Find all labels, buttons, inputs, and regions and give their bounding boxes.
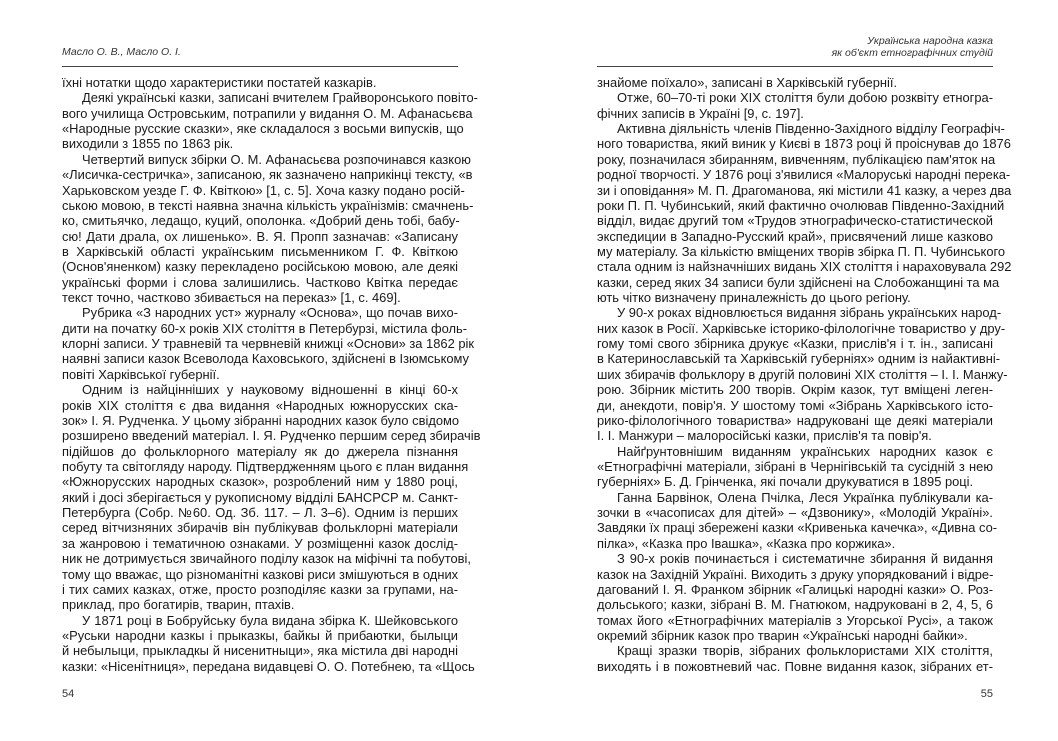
right-page: [597, 0, 1012, 741]
text-line: текст точно, частково збивається на переказ» [1, с. 469].: [62, 290, 401, 306]
text-line: тому що вважає, що різноманітні казкові риси змішуються в одних: [62, 566, 459, 582]
text-line: відділ, видає другий том «Трудов этнографическо-статистической: [597, 213, 993, 229]
text-line: них казок в Росії. Харківське історико-філологічне товариство у дру-: [597, 320, 1006, 336]
text-line: ською мовою, в тексті наявна значна кількість українізмів: смачнень-: [62, 197, 474, 213]
paragraph: [62, 151, 474, 306]
text-line: казки, серед яких 34 записи були здійснені на Слобожанщині та ма: [597, 274, 1000, 290]
text-line: який і досі зберігається у рукописному відділі БАНСРСР м. Санкт-: [62, 489, 458, 505]
text-line: ють чітко визначену приналежність до цього регіону.: [597, 290, 911, 306]
text-line: «Народные русские сказки», яке складалося з восьми випусків, що: [62, 121, 464, 137]
text-line: Завдяки їх праці збережені казки «Кривенька качечка», «Дивна со-: [597, 520, 998, 536]
left-page: [62, 0, 481, 741]
text-line: Четвертий випуск збірки О. М. Афанасьєва розпочинався казкою: [82, 151, 471, 167]
text-line: Кращі зразки творів, зібраних фольклористами XIX століття,: [617, 643, 993, 659]
text-line: фічних записів в Україні [9, с. 197].: [597, 105, 804, 121]
text-line: «Етнографічні матеріали, зібрані в Чернігівській та сусідній з нею: [597, 458, 993, 474]
paragraph: [597, 444, 993, 490]
text-line: років XIX століття є два видання «Народных южнорусских ска-: [62, 397, 458, 413]
text-line: рико-філологічного товариства» надруковані ще деякі матеріали: [597, 412, 993, 428]
text-line: окремий збірник казок про тварин «Українські народні байки».: [597, 627, 968, 643]
text-line: У 1871 році в Бобруйську була видана збірка К. Шейковського: [82, 612, 458, 628]
text-line: знайоме поїхало», записані в Харківській губернії.: [597, 75, 898, 90]
text-line: повіті Харківської губернії.: [62, 366, 220, 382]
text-line: дольського; казки, зібрані В. М. Гнатюком, надруковані в 2, 4, 5, 6: [597, 597, 993, 613]
text-line: ди, анекдоти, повір'я. У шостому томі «Зібрань Харківського істо-: [597, 397, 993, 413]
text-line: З 90-х років починається і систематичне збирання й видання: [617, 551, 993, 567]
text-line: «Южнорусских народных сказок», розроблений ним у 1880 році,: [62, 474, 458, 490]
text-line: вого училища Островським, потрапили у видання О. М. Афанасьєва: [62, 105, 473, 121]
text-line: в Харківській області українським письменником Г. Ф. Квіткою: [62, 243, 458, 259]
text-line: У 90-х роках відновлюється видання зібрань українських народ-: [617, 305, 1002, 321]
paragraph: [62, 305, 474, 382]
text-line: ших збирачів фольклору в другій половині XIX століття – І. І. Манжу-: [597, 366, 1008, 382]
text-line: дити на початку 60-х років XIX століття в Петербурзі, містила фоль-: [62, 320, 468, 336]
text-line: Рубрика «З народних уст» журналу «Основа», що почав вихо-: [82, 305, 458, 321]
text-line: серед вітчизняних збирачів він публікував фольклорні матеріали: [62, 520, 458, 536]
text-line: Активна діяльність членів Південно-Західного відділу Географіч-: [617, 121, 1005, 137]
page-number: 54: [62, 688, 75, 700]
text-line: «Лисичка-сестричка», записаною, як зазначено наприкінці тексту, «в: [62, 167, 473, 183]
text-line: сю! Дати драла, ох лишенько». В. Я. Пропп зазначав: «Записану: [62, 228, 458, 244]
running-header-title: [597, 35, 993, 59]
text-line: за жанровою і тематичною ознаками. У розміщенні казок дослід-: [62, 535, 458, 551]
paragraph: [62, 90, 478, 152]
paragraph: [62, 382, 481, 613]
paragraph: [597, 489, 998, 551]
text-line: рою. Збірник містить 200 творів. Окрім казок, тут вміщені леген-: [597, 382, 993, 398]
paragraph: [597, 75, 993, 90]
paragraph: [597, 643, 993, 674]
paragraph: [597, 90, 993, 121]
text-line: пілка», «Казка про Івашка», «Казка про коржика».: [597, 535, 896, 551]
text-line: Ганна Барвінок, Олена Пчілка, Леся Українка публікували ка-: [617, 489, 993, 505]
paragraph: [62, 612, 475, 674]
paragraph: [597, 305, 1008, 444]
text-line: зок» І. Я. Рудченка. У цьому зібранні народних казок було свідомо: [62, 412, 460, 428]
paragraph: [597, 551, 993, 643]
text-line: виходять і в пожовтневий час. Повне видання казок, зібраних ет-: [597, 658, 993, 674]
text-line: Одним із найцінніших у науковому відношенні в кінці 60-х: [82, 382, 458, 398]
paragraph: [62, 75, 458, 90]
header-rule: [597, 66, 993, 67]
page-body-text: [62, 75, 481, 674]
text-line: розширено введений матеріал. І. Я. Рудченко першим серед збирачів: [62, 428, 481, 444]
text-line: їхні нотатки щодо характеристики постатей казкарів.: [62, 75, 377, 90]
header-line: як об'єкт етнографічних студій: [831, 47, 993, 59]
text-line: року, позначилася збиранням, вивченням, публікацією пам'яток на: [597, 151, 996, 167]
text-line: й небылыци, прыкладкы й нисенитныци», яка містила дві народні: [62, 643, 458, 659]
text-line: Петербурга (Собр. №60. Од. Зб. 117. – Л. 3–6). Одним із перших: [62, 505, 458, 521]
text-line: ник не дотримується звичайного поділу казок на міфічні та побутові,: [62, 551, 471, 567]
text-line: ко, смитьячко, ледащо, куций, ополонка. «Добрий день тобі, бабу-: [62, 213, 460, 229]
text-line: ного товариства, який виник у Києві в 1873 році й проіснував до 1876: [597, 136, 1011, 152]
text-line: побуту та світогляду народу. Підтвердженням цього є план видання: [62, 458, 469, 474]
text-line: стала одним із найзначніших видань XIX століття і нараховувала 292: [597, 259, 1012, 275]
running-header-authors: [62, 46, 458, 58]
text-line: дагований І. Я. Франком збірник «Галицькі народні казки» О. Роз-: [597, 581, 993, 597]
text-line: виходили з 1855 по 1863 рік.: [62, 136, 234, 152]
text-line: Деякі українські казки, записані вчителем Грайворонського повіто-: [82, 90, 478, 106]
text-line: казок на Західній Україні. Виходить з друку упорядкований і відре-: [597, 566, 994, 582]
text-line: клорні записи. У травневій та червневій книжці «Основи» за 1862 рік: [62, 336, 474, 352]
text-line: гому томі свого збірника друкує «Казки, прислів'я і т. ін., записані: [597, 336, 993, 352]
text-line: му матеріалу. За кількістю вміщених творів збірка П. П. Чубинського: [597, 243, 1006, 259]
text-line: в Катеринославській та Харківській губерніях» одним із найактивні-: [597, 351, 1001, 367]
text-line: І. І. Манжури – малоросійські казки, прислів'я та повір'я.: [597, 428, 932, 444]
text-line: підійшов до фольклорного матеріалу як до джерела пізнання: [62, 443, 458, 459]
text-line: казки: «Нісенітниця», передана видавцеві О. О. Потебнею, та «Щось: [62, 658, 475, 674]
paragraph: [597, 121, 1012, 306]
text-line: (Основ'яненком) казку перекладено російською мовою, але деякі: [62, 259, 458, 275]
page-number: 55: [980, 688, 993, 700]
header-line: Масло О. В., Масло О. І.: [62, 46, 181, 58]
text-line: українські форми і слова залишились. Частково Квітка передає: [62, 274, 458, 290]
text-line: і тих самих казках, отже, просто розподіляє казки за групами, на-: [62, 581, 458, 597]
text-line: зочки в «часописах для дітей» – «Дзвонику», «Молодій Україні».: [597, 505, 993, 521]
text-line: зи і оповідання» М. П. Драгоманова, які містили 41 казку, а через два: [597, 182, 1012, 198]
text-line: наявні записи казок Всеволода Каховського, здійснені в Ізюмському: [62, 351, 469, 367]
page-body-text: [597, 75, 1012, 674]
header-rule: [62, 66, 458, 67]
text-line: Найґрунтовнішим виданням українських народних казок є: [617, 443, 993, 459]
text-line: «Руськи народни казкы і прыказкы, байкы й прибаютки, былыци: [62, 627, 458, 643]
text-line: приклад, про богатирів, тварин, птахів.: [62, 597, 295, 613]
text-line: экспедиции в Западно-Русский край», присвячений лише казково: [597, 228, 993, 244]
text-line: Отже, 60–70-ті роки XIX століття були добою розквіту етногра-: [617, 90, 993, 106]
text-line: родної творчості. У 1876 році з'явилися «Малоруські народні перека-: [597, 167, 1011, 183]
text-line: томах його «Етнографічних матеріалів з Угорської Русі», а також: [597, 612, 993, 628]
text-line: Харьковском уезде Г. Ф. Квіткою» [1, с. 5]. Хоча казку подано росій-: [62, 182, 465, 198]
text-line: роки П. П. Чубинський, який фактично очолював Південно-Західний: [597, 197, 1005, 213]
header-line: Українська народна казка: [867, 35, 993, 47]
text-line: губерніях» Б. Д. Грінченка, які почали друкуватися в 1895 році.: [597, 474, 974, 490]
